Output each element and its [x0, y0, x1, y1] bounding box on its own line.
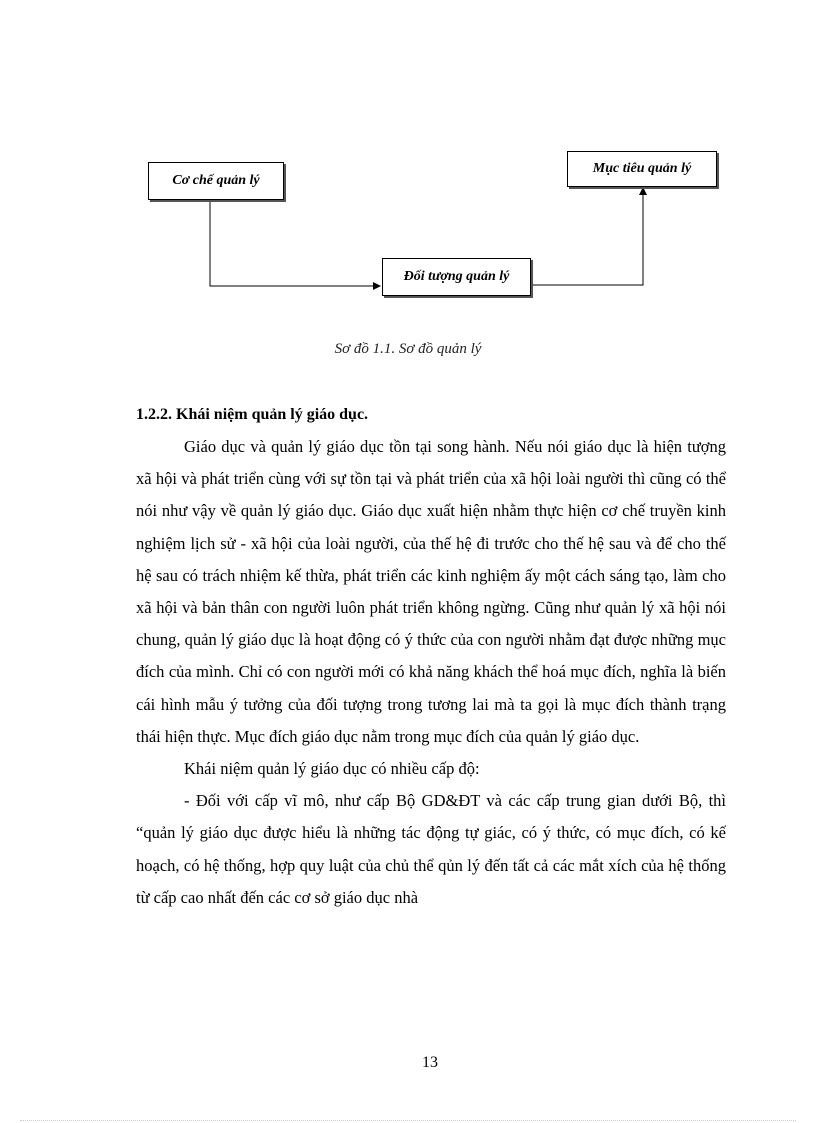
- section-body: [136, 431, 726, 914]
- section-heading: 1.2.2. Khái niệm quản lý giáo dục.: [136, 406, 369, 423]
- connector-mechanism-to-object: [210, 200, 380, 286]
- management-diagram: [0, 0, 816, 330]
- paragraph: Khái niệm quản lý giáo dục có nhiều cấp độ:: [184, 759, 480, 779]
- object-box: Đối tượng quản lý: [382, 258, 531, 296]
- paragraph: - Đối với cấp vĩ mô, như cấp Bộ GD&ĐT và các cấp trung gian dưới Bộ, thì “quản lý giáo dục được hiểu là những tác động tự giác, có ý thức, có mục đích, có kế hoạch, có hệ thống, hợp quy luật của chủ thể qủn lý đến tất cả các mắt xích của hệ thống từ cấp cao nhất đến các cơ sở giáo dục nhà: [136, 791, 726, 907]
- connector-object-to-goal: [531, 188, 643, 285]
- page-number: 13: [422, 1054, 438, 1071]
- page-bottom-rule: [20, 1120, 796, 1121]
- mechanism-box: Cơ chế quản lý: [148, 162, 284, 200]
- paragraph: Giáo dục và quản lý giáo dục tồn tại song hành. Nếu nói giáo dục là hiện tượng xã hội và phát triển cùng với sự tồn tại và phát triển của xã hội loài người thì cũng có thể nói như vậy về quản lý giáo dục. Giáo dục xuất hiện nhằm thực hiện cơ chế truyền kinh nghiệm lịch sử - xã hội của loài người, của thế hệ đi trước cho thế hệ sau và để cho thế hệ sau có trách nhiệm kế thừa, phát triển các kinh nghiệm ấy một cách sáng tạo, làm cho xã hội và bản thân con người luôn phát triển không ngừng. Cũng như quản lý xã hội nói chung, quản lý giáo dục là hoạt động có ý thức của con người nhằm đạt được những mục đích của mình. Chỉ có con người mới có khả năng khách thể hoá mục đích, nghĩa là biến cái hình mẫu ý tưởng của đối tượng trong tương lai mà ta gọi là mục đích thành trạng thái hiện thực. Mục đích giáo dục nằm trong mục đích của quản lý giáo dục.: [136, 437, 726, 746]
- goal-box: Mục tiêu quản lý: [567, 151, 717, 187]
- diagram-caption: Sơ đồ 1.1. Sơ đồ quản lý: [334, 341, 482, 357]
